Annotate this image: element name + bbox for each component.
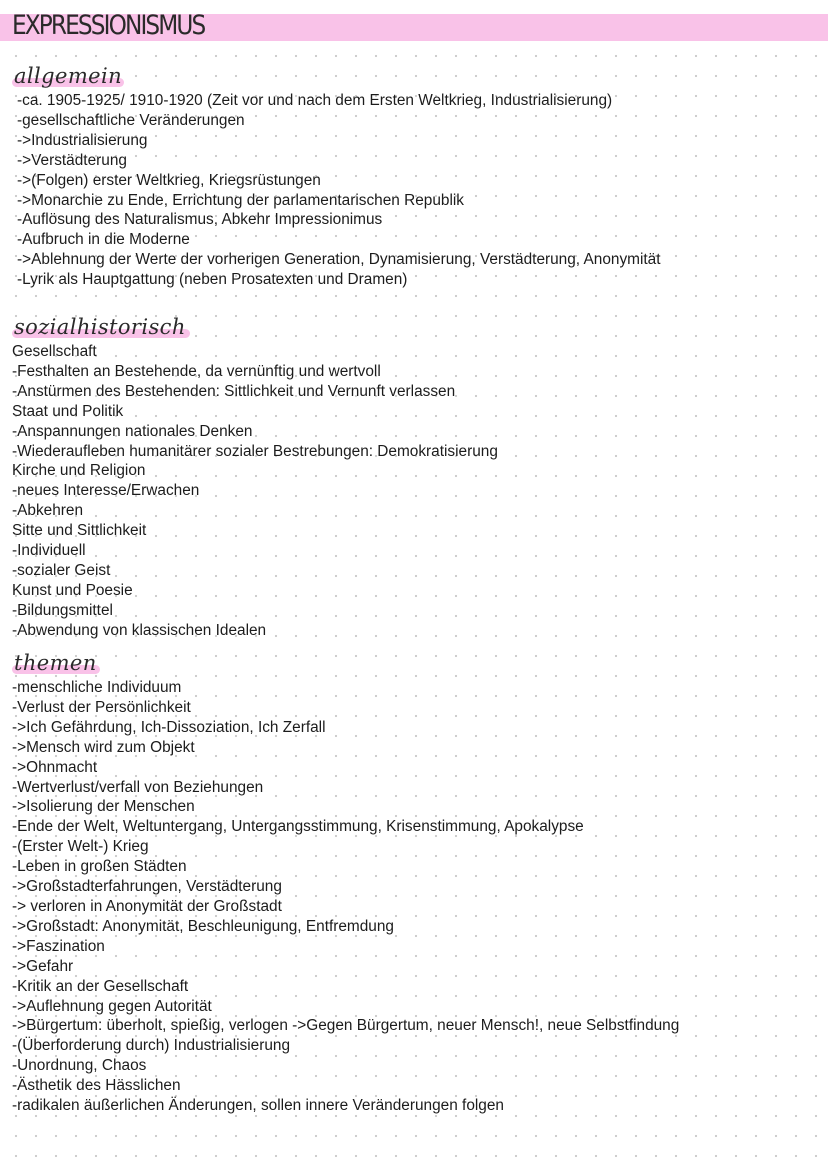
section-allgemein bbox=[0, 63, 828, 290]
list-item: ->Großstadterfahrungen, Verstädterung bbox=[12, 878, 282, 896]
list-item: Sitte und Sittlichkeit bbox=[12, 522, 147, 540]
list-item: -menschliche Individuum bbox=[12, 679, 182, 696]
list-item: -(Erster Welt-) Krieg bbox=[12, 838, 149, 856]
list-item: -Abwendung von klassischen Idealen bbox=[12, 621, 267, 639]
list-item: Kunst und Poesie bbox=[12, 581, 133, 599]
list-item: ->Mensch wird zum Objekt bbox=[12, 738, 195, 756]
list-item: -neues Interesse/Erwachen bbox=[12, 482, 200, 500]
heading-text: allgemein bbox=[14, 64, 123, 88]
list-item: -ca. 1905-1925/ 1910-1920 (Zeit vor und nach dem Ersten Weltkrieg, Industrialisierung) bbox=[17, 92, 613, 109]
list-item: -Auflösung des Naturalismus, Abkehr Impressionimus bbox=[17, 211, 383, 229]
list-item: -(Überforderung durch) Industrialisierung bbox=[12, 1037, 291, 1055]
section-heading-themen bbox=[0, 650, 828, 678]
list-item: -Abkehren bbox=[12, 502, 84, 520]
list-item: Gesellschaft bbox=[12, 343, 97, 360]
list-item: ->Bürgertum: überholt, spießig, verlogen ->Gegen Bürgertum, neuer Mensch!, neue Selbstfindung bbox=[12, 1017, 680, 1035]
section-sozialhistorisch bbox=[0, 314, 828, 641]
list-item: -sozialer Geist bbox=[12, 561, 111, 579]
list-item: -Anspannungen nationales Denken bbox=[12, 422, 253, 440]
list-item: -Ende der Welt, Weltuntergang, Untergangsstimmung, Krisenstimmung, Apokalypse bbox=[12, 818, 584, 836]
list-item: ->Gefahr bbox=[12, 957, 74, 975]
list-item: -Aufbruch in die Moderne bbox=[17, 231, 190, 249]
list-item: ->Ohnmacht bbox=[12, 758, 98, 776]
list-item: Staat und Politik bbox=[12, 402, 124, 420]
list-item: -Individuell bbox=[12, 542, 86, 560]
list-item: ->Ich Gefährdung, Ich-Dissoziation, Ich Zerfall bbox=[12, 718, 326, 736]
list-item: -Wertverlust/verfall von Beziehungen bbox=[12, 778, 264, 796]
list-item: ->Auflehnung gegen Autorität bbox=[12, 997, 212, 1015]
list-item: -Ästhetik des Hässlichen bbox=[12, 1077, 181, 1095]
heading-text: themen bbox=[14, 651, 97, 675]
section-themen bbox=[0, 650, 828, 1116]
list-themen bbox=[0, 678, 828, 1116]
list-item: -Leben in großen Städten bbox=[12, 858, 187, 876]
list-item: -> verloren in Anonymität der Großstadt bbox=[12, 897, 282, 915]
list-item: ->Isolierung der Menschen bbox=[12, 798, 195, 816]
section-heading-sozialhistorisch bbox=[0, 314, 828, 342]
list-item: -Kritik an der Gesellschaft bbox=[12, 977, 189, 995]
list-item: -Verlust der Persönlichkeit bbox=[12, 698, 191, 716]
page-title: EXPRESSIONISMUS bbox=[12, 10, 205, 41]
list-item: ->Ablehnung der Werte der vorherigen Generation, Dynamisierung, Verstädterung, Anonymität bbox=[17, 251, 661, 269]
list-item: -Lyrik als Hauptgattung (neben Prosatexten und Dramen) bbox=[17, 271, 408, 289]
list-item: -radikalen äußerlichen Änderungen, sollen innere Veränderungen folgen bbox=[12, 1097, 504, 1115]
list-item: -Unordnung, Chaos bbox=[12, 1057, 147, 1075]
list-item: -Bildungsmittel bbox=[12, 601, 113, 619]
list-item: ->Industrialisierung bbox=[17, 131, 148, 149]
list-item: -Festhalten an Bestehende, da vernünftig und wertvoll bbox=[12, 362, 381, 380]
list-sozialhistorisch bbox=[0, 342, 828, 641]
list-item: -gesellschaftliche Veränderungen bbox=[17, 111, 245, 129]
list-item: ->Verstädterung bbox=[17, 151, 127, 169]
list-item: ->Faszination bbox=[12, 937, 105, 955]
list-item: ->Monarchie zu Ende, Errichtung der parlamentarischen Republik bbox=[17, 191, 464, 209]
section-heading-allgemein bbox=[0, 63, 828, 91]
list-item: ->(Folgen) erster Weltkrieg, Kriegsrüstungen bbox=[17, 171, 321, 189]
list-item: ->Großstadt: Anonymität, Beschleunigung, Entfremdung bbox=[12, 917, 394, 935]
list-item: Kirche und Religion bbox=[12, 462, 146, 480]
list-item: -Wiederaufleben humanitärer sozialer Bestrebungen: Demokratisierung bbox=[12, 442, 498, 460]
heading-text: sozialhistorisch bbox=[14, 315, 186, 339]
list-allgemein bbox=[0, 91, 828, 290]
list-item: -Anstürmen des Bestehenden: Sittlichkeit und Vernunft verlassen bbox=[12, 382, 456, 400]
